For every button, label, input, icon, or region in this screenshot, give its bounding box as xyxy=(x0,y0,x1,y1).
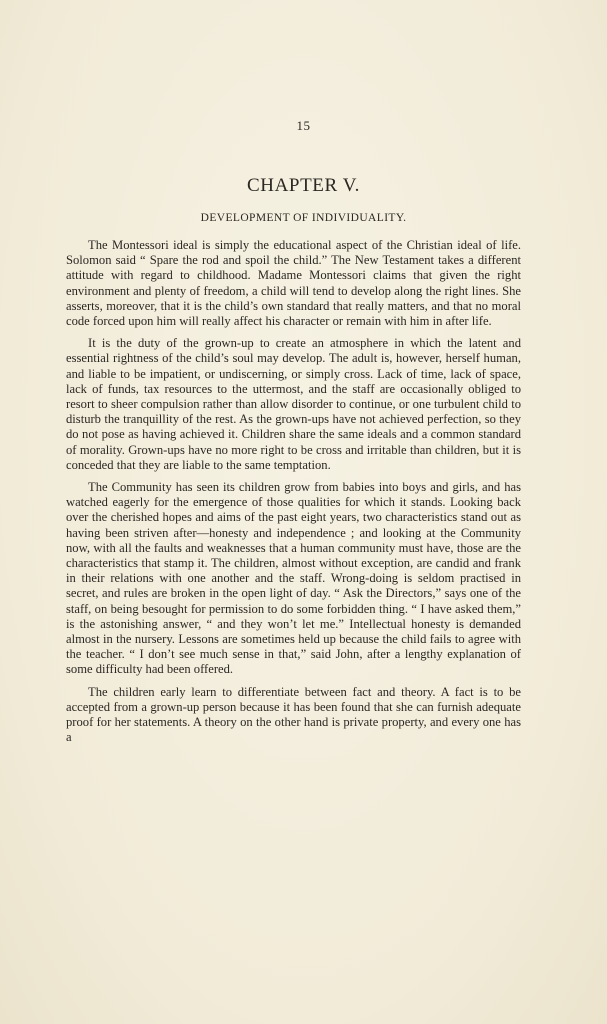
chapter-title: CHAPTER V. xyxy=(247,175,360,196)
paragraph-4: The children early learn to differentiate between fact and theory. A fact is to be accepted from a grown-up person because it has been found that she can furnish adequate proof for her statements. A theory on the other hand is private property, and every one has a xyxy=(66,684,521,745)
paragraph-1: The Montessori ideal is simply the educational aspect of the Christian ideal of life. Solomon said “ Spare the rod and spoil the child.” The New Testament takes a different attitude with regard to childhood. Madame Montessori claims that given the right environment and plenty of freedom, a child will tend to develop along the right lines. She asserts, moreover, that it is the child’s own standard that really matters, and that no moral code forced upon him will really affect his character or remain with him in after life. xyxy=(66,238,521,329)
page-number: 15 xyxy=(296,118,311,133)
paragraph-2: It is the duty of the grown-up to create an atmosphere in which the latent and essential rightness of the child’s soul may develop. The adult is, however, herself human, and liable to be impatient, or undiscerning, or simply cross. Lack of time, lack of space, lack of funds, tax resources to the uttermost, and the staff are occasionally obliged to resort to sheer compulsion rather than allow disorder to continue, or one turbulent child to disturb the tranquillity of the rest. As the grown-ups have not achieved perfection, so they do not pose as having achieved it. Children share the same ideals and a common standard of morality. Grown-ups have no more right to be cross and irritable than children, but it is conceded that they are liable to the same temptation. xyxy=(66,336,521,472)
body-text xyxy=(66,238,521,753)
section-title: DEVELOPMENT OF INDIVIDUALITY. xyxy=(200,212,407,224)
paragraph-3: The Community has seen its children grow from babies into boys and girls, and has watched eagerly for the emergence of those qualities for which it stands. Looking back over the cherished hopes and aims of the past eight years, two characteristics stand out as having been striven after—honesty and independence ; and looking at the Community now, with all the faults and weaknesses that a human community must have, those are the characteristics that stamp it. The children, almost without exception, are candid and frank in their relations with one another and the staff. Wrong-doing is seldom practised in secret, and rules are broken in the open light of day. “ Ask the Directors,” says one of the staff, on being besought for permission to do some forbidden thing. “ I have asked them,” is the astonishing answer, “ and they won’t let me.” Intellectual honesty is demanded almost in the nursery. Lessons are sometimes held up because the child fails to agree with the teacher. “ I don’t see much sense in that,” said John, after a lengthy explanation of some difficulty had been offered. xyxy=(66,480,521,677)
